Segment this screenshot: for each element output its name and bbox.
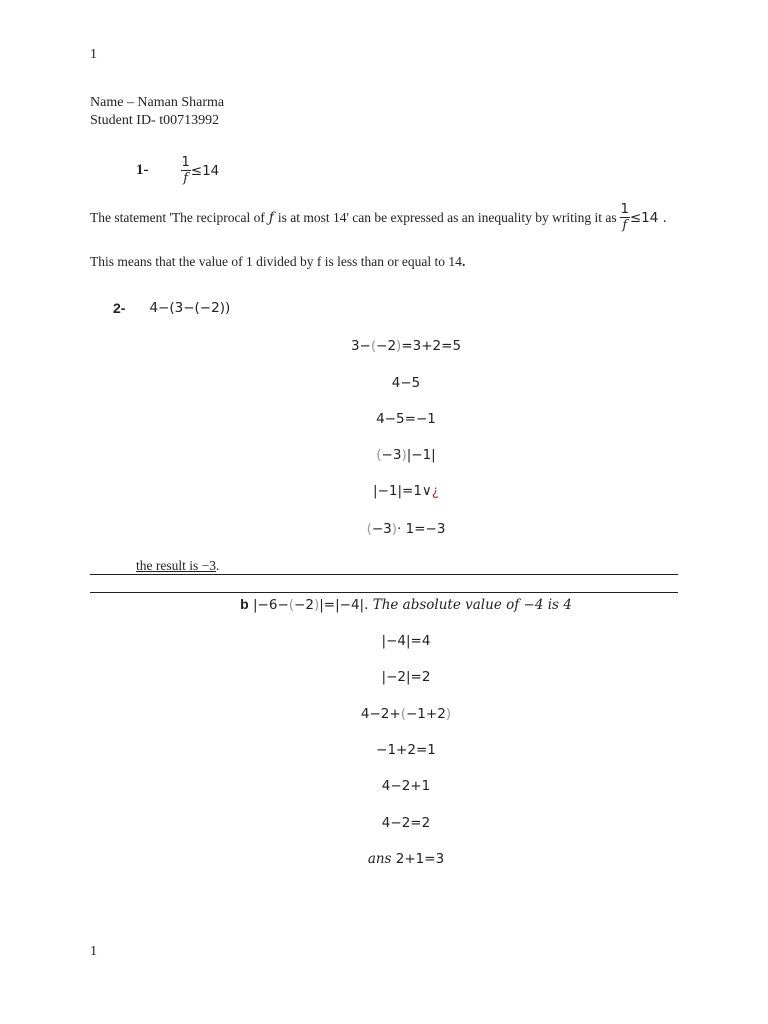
q2-step-1-e: =3+2=5 — [401, 338, 462, 354]
q1-label: 1- — [136, 162, 149, 178]
q2-step-5 — [0, 483, 768, 499]
q2-step-6-paren-open: ( — [366, 521, 372, 537]
qb-step-3-a: 4−2+ — [360, 706, 401, 722]
divider-bottom — [90, 592, 678, 593]
q2-label: 2- — [113, 300, 126, 316]
qb-step-7 — [0, 851, 768, 867]
q1-statement-var: ƒ — [268, 209, 274, 226]
q2-step-5-a: |−1|=1∨ — [373, 483, 432, 499]
q2-step-1-c: −2 — [376, 338, 397, 354]
qb-answer-label: ans — [367, 851, 392, 867]
qb-step-3 — [0, 706, 768, 722]
qb-answer: 2+1=3 — [395, 851, 445, 867]
q2-step-2: 4−5 — [391, 375, 421, 391]
q1-frac-den: f — [183, 171, 189, 186]
q2-step-6-paren-close: ) — [391, 521, 398, 537]
q2-step-5-b: ¿ — [431, 483, 439, 499]
q2-step-1-a: 3− — [350, 338, 371, 354]
q2-step-6-d: · 1=−3 — [397, 521, 446, 537]
student-name: Name – Naman Sharma — [90, 95, 225, 110]
divider-top — [90, 574, 678, 575]
qb-expr-c: −2 — [294, 597, 314, 613]
q1-meaning-text: This means that the value of 1 divided by f is less than or equal to 14 — [90, 254, 462, 269]
q2-step-1-paren-open: ( — [370, 338, 377, 354]
qb-step-3-paren-close: ) — [445, 706, 452, 722]
q2-step-6-b: −3 — [371, 521, 392, 537]
qb-expr-end: −4 is 4 — [523, 597, 572, 613]
page-number-bottom: 1 — [90, 944, 97, 959]
q2-step-4-paren-open: ( — [376, 447, 382, 463]
q1-statement — [90, 203, 667, 232]
q1-fraction — [181, 156, 191, 185]
q2-step-4 — [0, 447, 768, 463]
qb-expr-text: The absolute value of — [372, 597, 520, 613]
q2-expression: 4−(3−(−2)) — [149, 300, 231, 316]
qb-line — [0, 596, 768, 613]
q1-statement-fraction — [620, 203, 630, 232]
q2-line — [113, 300, 230, 316]
q2-result-text: the result is −3 — [136, 558, 216, 573]
qb-step-5: 4−2+1 — [381, 778, 431, 794]
qb-expr-paren-close: ) — [313, 597, 320, 613]
qb-step-4: −1+2=1 — [376, 742, 436, 758]
qb-step-3-paren-open: ( — [400, 706, 406, 722]
q1-frac-num: 1 — [181, 155, 190, 170]
q2-step-1 — [0, 338, 768, 354]
q2-step-6 — [0, 521, 768, 537]
q1-meaning — [90, 254, 465, 270]
q2-step-3: 4−5=−1 — [376, 411, 436, 427]
q2-step-4-paren-close: ) — [401, 447, 407, 463]
page-number-top: 1 — [90, 47, 97, 62]
q1-statement-suffix: is at most 14' can be expressed as an inequality by writing it as — [277, 209, 617, 225]
q1-statement-frac-num: 1 — [620, 202, 629, 217]
q1-inequality: ≤14 — [190, 162, 220, 179]
qb-expr-a: |−6− — [253, 597, 289, 613]
student-id: Student ID- t00713992 — [90, 113, 220, 128]
q1-statement-prefix: The statement 'The reciprocal of — [90, 209, 265, 225]
qb-step-6: 4−2=2 — [381, 815, 431, 831]
q1-line — [136, 156, 219, 185]
q1-statement-end: ≤14 . — [629, 209, 667, 226]
q2-step-4-d: |−1| — [406, 447, 436, 463]
qb-step-2: |−2|=2 — [381, 669, 431, 685]
qb-expr-paren-open: ( — [288, 597, 295, 613]
qb-expr-e: |=|−4|. — [319, 597, 369, 613]
qb-label: b — [240, 596, 249, 612]
q2-result-dot: . — [215, 558, 220, 573]
q1-meaning-dot: . — [461, 254, 466, 269]
q1-statement-frac-den: f — [622, 218, 628, 233]
q2-step-4-b: −3 — [381, 447, 402, 463]
qb-step-1: |−4|=4 — [381, 633, 431, 649]
qb-step-3-c: −1+2 — [406, 706, 446, 722]
q2-result — [136, 558, 219, 574]
q2-step-1-paren-close: ) — [396, 338, 402, 354]
